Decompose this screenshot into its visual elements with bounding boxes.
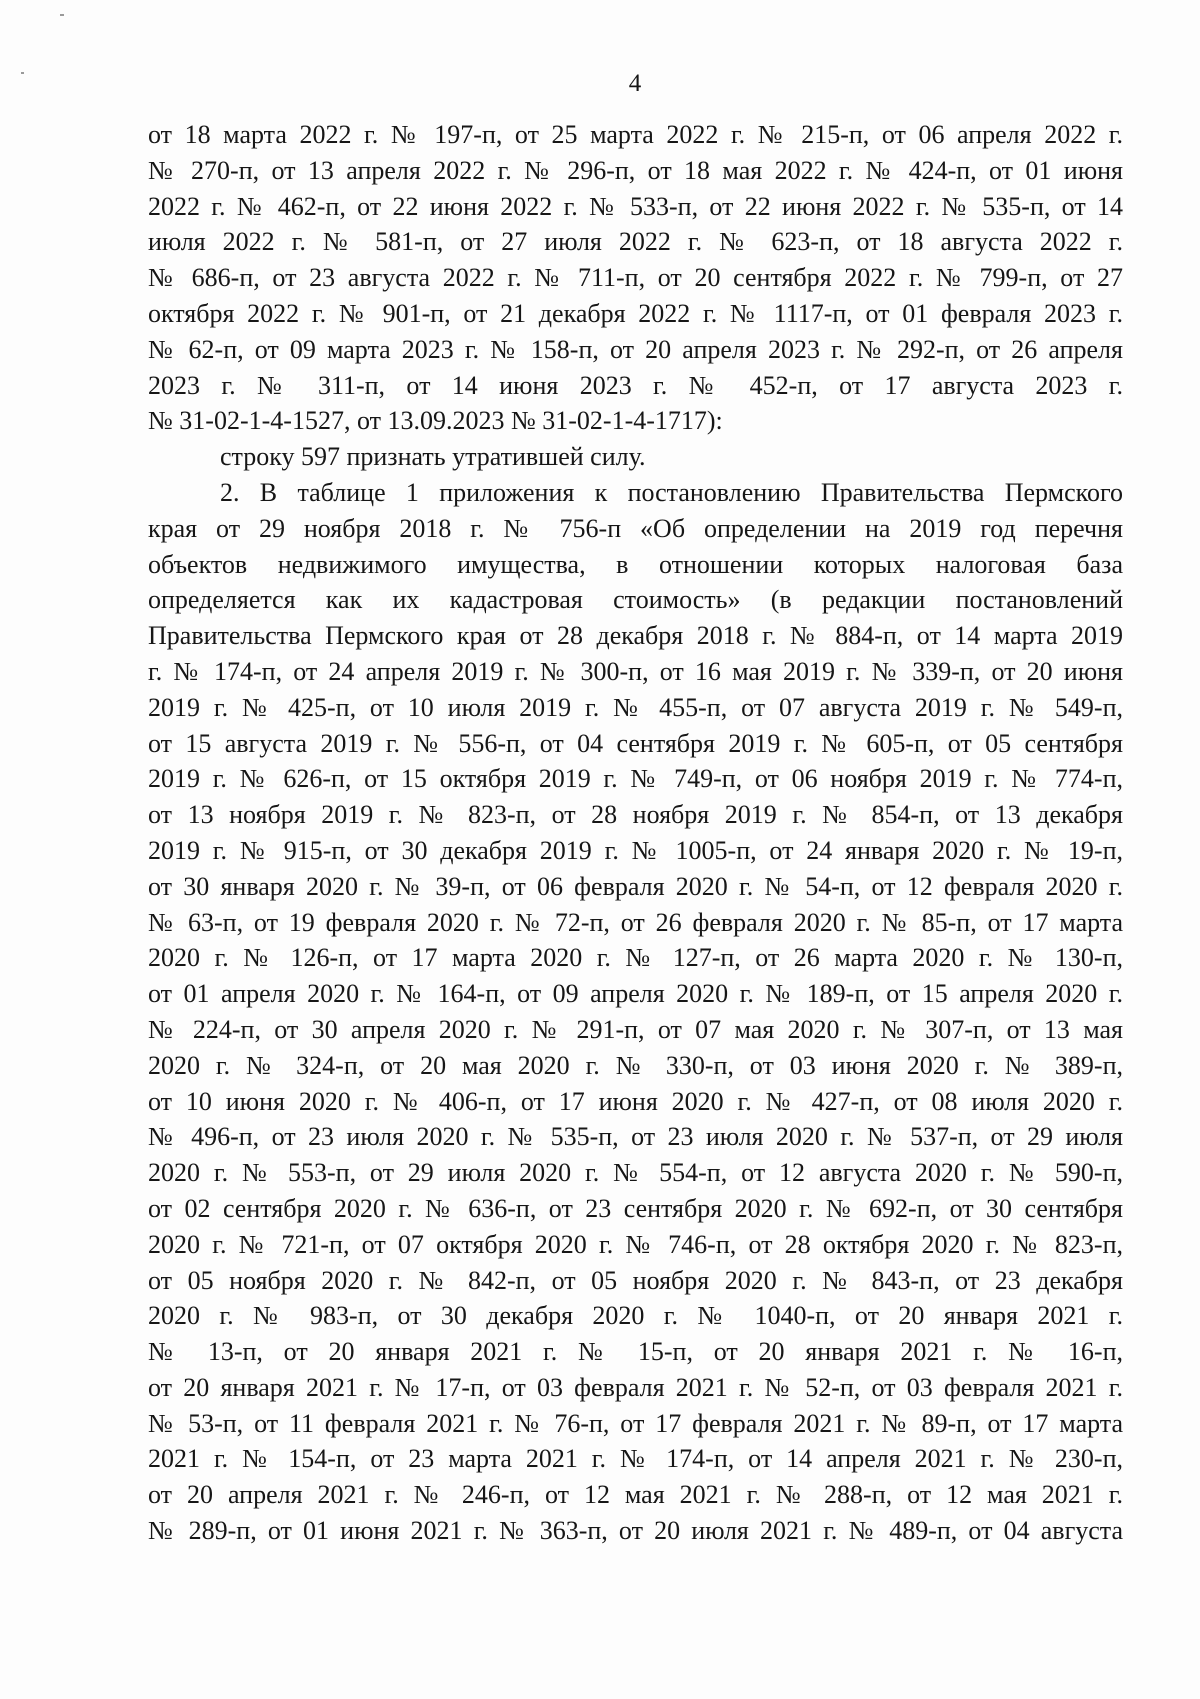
page-number: 4 [628, 70, 642, 97]
text-line: от 20 января 2021 г. № 17-п, от 03 февраля 2021 г. № 52-п, от 03 февраля 2021 г. [148, 1372, 1123, 1402]
text-line: от 05 ноября 2020 г. № 842-п, от 05 ноября 2020 г. № 843-п, от 23 декабря [148, 1265, 1123, 1295]
text-line: от 18 марта 2022 г. № 197-п, от 25 марта 2022 г. № 215-п, от 06 апреля 2022 г. [148, 120, 1123, 149]
strike-row-paragraph [148, 439, 1123, 475]
text-line: края от 29 ноября 2018 г. № 756-п «Об определении на 2019 год перечня [148, 513, 1123, 543]
text-line: 2021 г. № 154-п, от 23 марта 2021 г. № 174-п, от 14 апреля 2021 г. № 230-п, [148, 1444, 1123, 1474]
text-line: определяется как их кадастровая стоимость» (в редакции постановлений [148, 585, 1123, 615]
text-line: Правительства Пермского края от 28 декабря 2018 г. № 884-п, от 14 марта 2019 [148, 621, 1123, 651]
text-line: июля 2022 г. № 581-п, от 27 июля 2022 г. № 623-п, от 18 августа 2022 г. [148, 227, 1123, 257]
text-line: от 13 ноября 2019 г. № 823-п, от 28 ноября 2019 г. № 854-п, от 13 декабря [148, 800, 1123, 830]
text-line: 2023 г. № 311-п, от 14 июня 2023 г. № 452-п, от 17 августа 2023 г. [148, 370, 1123, 400]
text-line: от 20 апреля 2021 г. № 246-п, от 12 мая 2021 г. № 288-п, от 12 мая 2021 г. [148, 1480, 1123, 1510]
text-line: от 02 сентября 2020 г. № 636-п, от 23 сентября 2020 г. № 692-п, от 30 сентября [148, 1193, 1123, 1223]
text-line: 2022 г. № 462-п, от 22 июня 2022 г. № 533-п, от 22 июня 2022 г. № 535-п, от 14 [148, 191, 1123, 221]
text-line: от 30 января 2020 г. № 39-п, от 06 февраля 2020 г. № 54-п, от 12 февраля 2020 г. [148, 871, 1123, 901]
text-line: г. № 174-п, от 24 апреля 2019 г. № 300-п, от 16 мая 2019 г. № 339-п, от 20 июня [148, 656, 1123, 686]
text-line: № 686-п, от 23 августа 2022 г. № 711-п, от 20 сентября 2022 г. № 799-п, от 27 [148, 263, 1123, 293]
text-line: 2020 г. № 126-п, от 17 марта 2020 г. № 127-п, от 26 марта 2020 г. № 130-п, [148, 943, 1123, 973]
text-line: строку 597 признать утратившей силу. [220, 442, 646, 472]
text-line: объектов недвижимого имущества, в отношении которых налоговая база [148, 549, 1123, 579]
text-line: № 53-п, от 11 февраля 2021 г. № 76-п, от 17 февраля 2021 г. № 89-п, от 17 марта [148, 1408, 1123, 1438]
text-line: 2020 г. № 553-п, от 29 июля 2020 г. № 554-п, от 12 августа 2020 г. № 590-п, [148, 1158, 1123, 1188]
text-line: октября 2022 г. № 901-п, от 21 декабря 2022 г. № 1117-п, от 01 февраля 2023 г. [148, 298, 1123, 328]
text-line: 2020 г. № 983-п, от 30 декабря 2020 г. № 1040-п, от 20 января 2021 г. [148, 1301, 1123, 1331]
text-line: 2. В таблице 1 приложения к постановлению Правительства Пермского [220, 477, 1123, 507]
text-line: 2019 г. № 915-п, от 30 декабря 2019 г. № 1005-п, от 24 января 2020 г. № 19-п, [148, 835, 1123, 865]
item-2-paragraph [148, 475, 1123, 1549]
text-line: 2020 г. № 324-п, от 20 мая 2020 г. № 330-п, от 03 июня 2020 г. № 389-п, [148, 1050, 1123, 1080]
text-line: от 15 августа 2019 г. № 556-п, от 04 сентября 2019 г. № 605-п, от 05 сентября [148, 728, 1123, 758]
text-line: № 62-п, от 09 марта 2023 г. № 158-п, от 20 апреля 2023 г. № 292-п, от 26 апреля [148, 334, 1123, 364]
text-line: № 224-п, от 30 апреля 2020 г. № 291-п, от 07 мая 2020 г. № 307-п, от 13 мая [148, 1014, 1123, 1044]
text-line: № 31-02-1-4-1527, от 13.09.2023 № 31-02-1-4-1717): [148, 406, 723, 436]
document-body [148, 117, 1123, 1549]
text-line: № 496-п, от 23 июля 2020 г. № 535-п, от 23 июля 2020 г. № 537-п, от 29 июля [148, 1122, 1123, 1152]
text-line: 2020 г. № 721-п, от 07 октября 2020 г. № 746-п, от 28 октября 2020 г. № 823-п, [148, 1229, 1123, 1259]
continuation-paragraph [148, 117, 1123, 439]
text-line: от 01 апреля 2020 г. № 164-п, от 09 апреля 2020 г. № 189-п, от 15 апреля 2020 г. [148, 979, 1123, 1009]
text-line: № 270-п, от 13 апреля 2022 г. № 296-п, от 18 мая 2022 г. № 424-п, от 01 июня [148, 155, 1123, 185]
text-line: 2019 г. № 626-п, от 15 октября 2019 г. № 749-п, от 06 ноября 2019 г. № 774-п, [148, 764, 1123, 794]
text-line: № 13-п, от 20 января 2021 г. № 15-п, от 20 января 2021 г. № 16-п, [148, 1337, 1123, 1367]
text-line: № 63-п, от 19 февраля 2020 г. № 72-п, от 26 февраля 2020 г. № 85-п, от 17 марта [148, 907, 1123, 937]
text-line: от 10 июня 2020 г. № 406-п, от 17 июня 2020 г. № 427-п, от 08 июля 2020 г. [148, 1086, 1123, 1116]
text-line: 2019 г. № 425-п, от 10 июля 2019 г. № 455-п, от 07 августа 2019 г. № 549-п, [148, 692, 1123, 722]
scan-speck [60, 14, 64, 16]
text-line: № 289-п, от 01 июня 2021 г. № 363-п, от 20 июля 2021 г. № 489-п, от 04 августа [148, 1516, 1123, 1546]
